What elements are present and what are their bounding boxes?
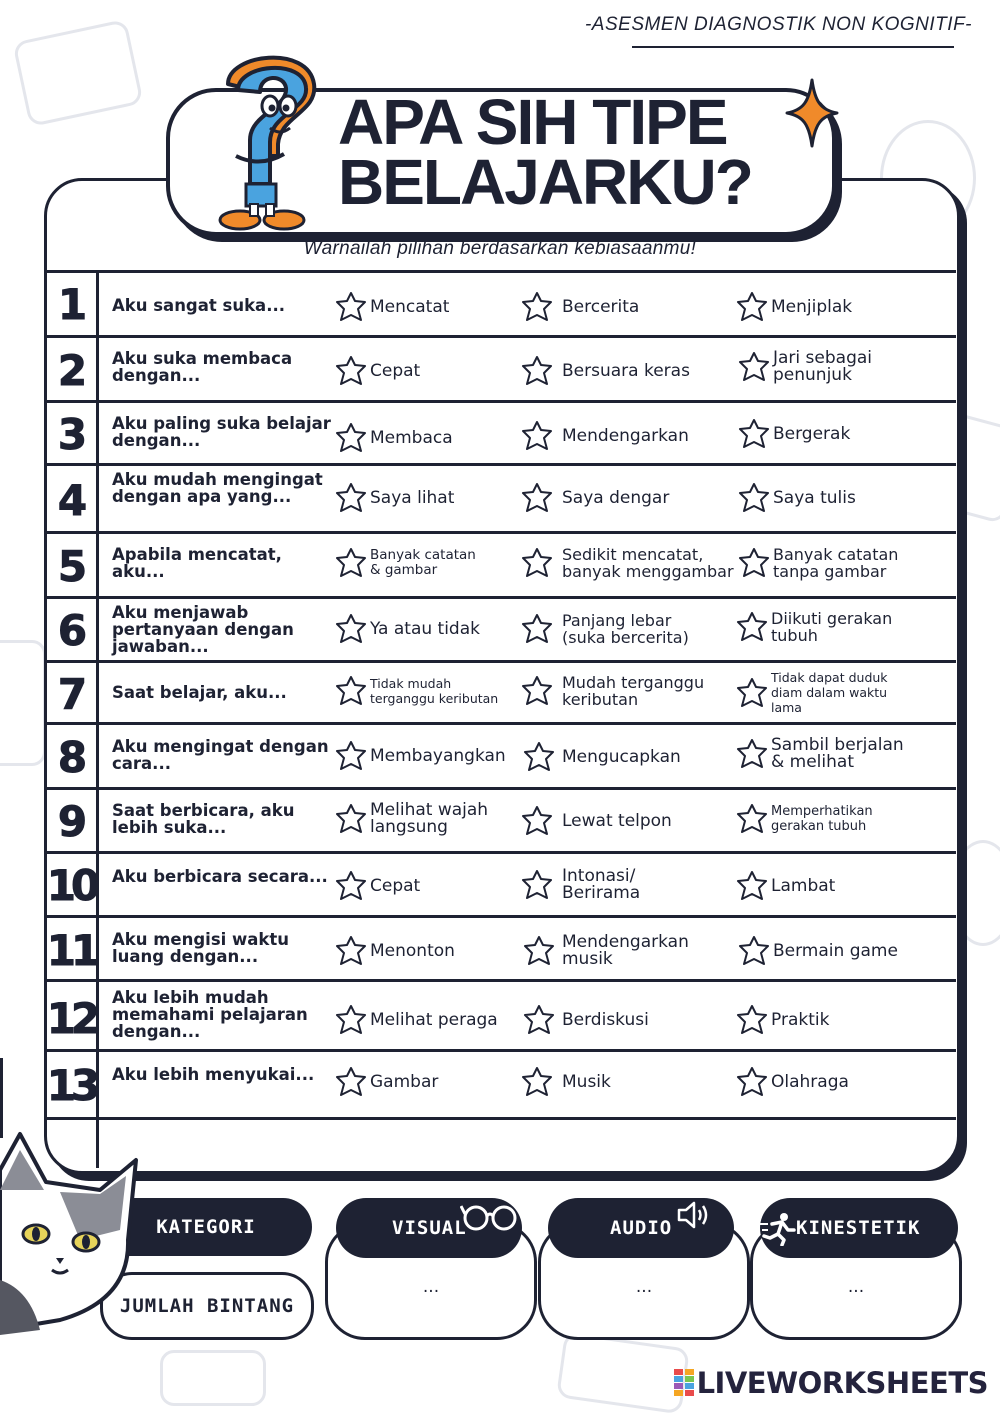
cat-illustration bbox=[0, 1130, 140, 1340]
background-doodle bbox=[556, 1332, 690, 1414]
assessment-tag: -ASESMEN DIAGNOSTIK NON KOGNITIF- bbox=[584, 14, 972, 35]
star-outline-icon[interactable] bbox=[735, 290, 769, 324]
option-star[interactable] bbox=[520, 612, 702, 646]
option-label: Bercerita bbox=[562, 296, 640, 317]
star-outline-icon[interactable] bbox=[520, 804, 554, 838]
option-star[interactable] bbox=[520, 804, 672, 838]
star-outline-icon[interactable] bbox=[520, 612, 554, 646]
option-label: Mengucapkan bbox=[562, 746, 681, 767]
question-number: 6 bbox=[57, 606, 85, 655]
question-text: Aku lebih mudah memahami pelajaran dengan... bbox=[112, 988, 308, 1041]
star-outline-icon[interactable] bbox=[522, 934, 556, 968]
row-separator bbox=[44, 915, 956, 918]
option-label: Memperhatikan gerakan tubuh bbox=[771, 804, 873, 834]
question-number: 8 bbox=[57, 733, 85, 782]
visual-category-name: VISUAL bbox=[392, 1217, 467, 1239]
option-star[interactable] bbox=[334, 1065, 438, 1099]
option-label: Jari sebagai penunjuk bbox=[773, 348, 873, 385]
kinesthetic-score-value: ... bbox=[847, 1277, 865, 1297]
star-outline-icon[interactable] bbox=[520, 546, 554, 580]
star-outline-icon[interactable] bbox=[737, 350, 771, 384]
option-label: Musik bbox=[562, 1071, 611, 1092]
star-outline-icon[interactable] bbox=[334, 739, 368, 773]
option-star[interactable] bbox=[737, 934, 898, 968]
row-separator bbox=[44, 722, 956, 725]
question-mark-mascot-icon bbox=[208, 44, 328, 234]
row-separator bbox=[44, 1049, 956, 1052]
question-text: Aku mengingat dengan cara... bbox=[112, 737, 329, 773]
option-label: Lewat telpon bbox=[562, 810, 672, 831]
row-separator bbox=[44, 463, 956, 466]
row-separator bbox=[44, 979, 956, 982]
option-label: Sambil berjalan & melihat bbox=[771, 735, 904, 772]
question-number: 1 bbox=[57, 280, 85, 329]
page-title bbox=[338, 86, 818, 218]
option-star[interactable] bbox=[735, 1003, 829, 1037]
option-label: Saya dengar bbox=[562, 487, 670, 508]
option-star[interactable] bbox=[520, 546, 737, 580]
option-star[interactable] bbox=[520, 1065, 611, 1099]
option-star[interactable] bbox=[520, 674, 722, 708]
star-outline-icon[interactable] bbox=[522, 1003, 556, 1037]
running-person-icon bbox=[760, 1212, 796, 1246]
option-star[interactable] bbox=[520, 868, 652, 902]
question-number: 5 bbox=[57, 542, 85, 591]
row-separator bbox=[44, 660, 956, 663]
star-outline-icon[interactable] bbox=[334, 546, 368, 580]
star-outline-icon[interactable] bbox=[735, 802, 769, 836]
option-label: Mendengarkan musik bbox=[562, 932, 689, 969]
cat-tail-line bbox=[0, 1058, 3, 1138]
option-label: Melihat wajah langsung bbox=[370, 800, 489, 837]
live-badge-icon bbox=[673, 1368, 695, 1398]
option-label: Olahraga bbox=[771, 1071, 849, 1092]
row-separator bbox=[44, 596, 956, 599]
row-separator bbox=[44, 335, 956, 338]
question-text: Aku berbicara secara... bbox=[112, 867, 328, 886]
row-separator bbox=[44, 531, 956, 534]
option-label: Diikuti gerakan tubuh bbox=[771, 609, 893, 645]
star-outline-icon[interactable] bbox=[520, 419, 554, 453]
option-star[interactable] bbox=[334, 421, 453, 455]
option-label: Cepat bbox=[370, 875, 421, 896]
option-star[interactable] bbox=[520, 419, 689, 453]
option-star[interactable] bbox=[735, 290, 852, 324]
option-star[interactable] bbox=[522, 1003, 649, 1037]
row-separator bbox=[44, 1117, 956, 1120]
option-star[interactable] bbox=[737, 417, 850, 451]
star-outline-icon[interactable] bbox=[334, 421, 368, 455]
star-outline-icon[interactable] bbox=[520, 1065, 554, 1099]
option-star[interactable] bbox=[334, 354, 420, 388]
option-label: Berdiskusi bbox=[562, 1009, 649, 1030]
option-star[interactable] bbox=[334, 481, 454, 515]
option-label: Lambat bbox=[771, 875, 836, 896]
question-text: Aku suka membaca dengan... bbox=[112, 349, 293, 385]
background-doodle bbox=[0, 640, 46, 766]
star-outline-icon[interactable] bbox=[735, 676, 769, 710]
option-star[interactable] bbox=[334, 739, 506, 773]
star-outline-icon[interactable] bbox=[334, 1065, 368, 1099]
option-star[interactable] bbox=[522, 740, 681, 774]
star-outline-icon[interactable] bbox=[737, 417, 771, 451]
option-label: Melihat peraga bbox=[370, 1009, 498, 1030]
question-number: 12 bbox=[46, 994, 96, 1043]
option-label: Gambar bbox=[370, 1071, 439, 1092]
option-star[interactable] bbox=[334, 869, 420, 903]
star-outline-icon[interactable] bbox=[735, 737, 769, 771]
option-star[interactable] bbox=[334, 674, 510, 708]
option-star[interactable] bbox=[735, 610, 901, 644]
visual-score-value: ... bbox=[422, 1277, 440, 1297]
question-number: 4 bbox=[57, 476, 85, 525]
question-text: Saat berbicara, aku lebih suka... bbox=[112, 801, 295, 837]
option-label: Cepat bbox=[370, 360, 421, 381]
star-outline-icon[interactable] bbox=[334, 869, 368, 903]
star-outline-icon[interactable] bbox=[520, 674, 554, 708]
star-outline-icon[interactable] bbox=[334, 612, 368, 646]
row-separator bbox=[44, 400, 956, 403]
star-outline-icon[interactable] bbox=[520, 481, 554, 515]
title-line-2: BELAJARKU? bbox=[338, 146, 752, 218]
audio-category-name: AUDIO bbox=[610, 1217, 673, 1239]
question-text: Aku mudah mengingat dengan apa yang... bbox=[112, 470, 323, 506]
star-outline-icon[interactable] bbox=[737, 546, 771, 580]
star-outline-icon[interactable] bbox=[334, 290, 368, 324]
option-star[interactable] bbox=[520, 290, 639, 324]
option-label: Sedikit mencatat, banyak menggambar bbox=[562, 545, 734, 581]
star-count-label: JUMLAH BINTANG bbox=[100, 1272, 314, 1340]
star-outline-icon[interactable] bbox=[334, 934, 368, 968]
title-line-1: APA SIH TIPE bbox=[338, 86, 727, 158]
option-star[interactable] bbox=[737, 481, 856, 515]
liveworksheets-logo[interactable] bbox=[673, 1366, 988, 1400]
question-number: 9 bbox=[57, 797, 85, 846]
option-label: Menjiplak bbox=[771, 296, 853, 317]
question-text: Aku lebih menyukai... bbox=[112, 1065, 315, 1084]
star-outline-icon[interactable] bbox=[520, 354, 554, 388]
background-doodle bbox=[160, 1350, 266, 1406]
star-outline-icon[interactable] bbox=[520, 868, 554, 902]
option-star[interactable] bbox=[735, 869, 835, 903]
question-text: Aku mengisi waktu luang dengan... bbox=[112, 930, 290, 966]
option-label: Ya atau tidak bbox=[370, 618, 480, 639]
option-label: Intonasi/ Berirama bbox=[562, 866, 641, 903]
option-label: Membaca bbox=[370, 427, 453, 448]
option-label: Tidak dapat duduk diam dalam waktu lama bbox=[771, 670, 888, 715]
star-outline-icon[interactable] bbox=[520, 290, 554, 324]
option-label: Menonton bbox=[370, 940, 455, 961]
question-text: Aku paling suka belajar dengan... bbox=[112, 414, 331, 450]
glasses-icon bbox=[460, 1200, 520, 1232]
number-column-divider bbox=[96, 272, 99, 1168]
header-underline bbox=[632, 46, 954, 48]
background-doodle bbox=[12, 19, 143, 127]
star-outline-icon[interactable] bbox=[735, 610, 769, 644]
question-number: 7 bbox=[57, 670, 85, 719]
star-outline-icon[interactable] bbox=[334, 354, 368, 388]
option-label: Mudah terganggu keributan bbox=[562, 673, 705, 709]
option-label: Saya lihat bbox=[370, 487, 455, 508]
option-star[interactable] bbox=[735, 737, 911, 771]
question-number: 13 bbox=[46, 1061, 96, 1110]
question-number: 11 bbox=[46, 926, 96, 975]
option-star[interactable] bbox=[334, 612, 480, 646]
star-outline-icon[interactable] bbox=[735, 1065, 769, 1099]
audio-score-value: ... bbox=[635, 1277, 653, 1297]
question-number: 10 bbox=[46, 861, 96, 910]
row-separator bbox=[44, 787, 956, 790]
option-label: Mencatat bbox=[370, 296, 450, 317]
option-label: Bersuara keras bbox=[562, 360, 690, 381]
option-label: Tidak mudah terganggu keributan bbox=[370, 676, 499, 706]
question-number: 3 bbox=[57, 410, 85, 459]
question-text: Apabila mencatat, aku... bbox=[112, 545, 282, 581]
option-star[interactable] bbox=[522, 934, 702, 968]
question-text: Aku menjawab pertanyaan dengan jawaban... bbox=[112, 603, 294, 656]
star-outline-icon[interactable] bbox=[334, 802, 368, 836]
brand-name: LIVEWORKSHEETS bbox=[696, 1366, 988, 1400]
option-label: Praktik bbox=[771, 1009, 830, 1030]
instruction-text: Warnailah pilihan berdasarkan kebiasaanmu! bbox=[303, 238, 697, 259]
option-label: Banyak catatan tanpa gambar bbox=[773, 545, 899, 581]
option-star[interactable] bbox=[737, 350, 903, 384]
option-star[interactable] bbox=[334, 1003, 498, 1037]
question-text: Aku sangat suka... bbox=[112, 296, 285, 315]
option-star[interactable] bbox=[520, 354, 690, 388]
star-outline-icon[interactable] bbox=[334, 674, 368, 708]
option-label: Panjang lebar (suka bercerita) bbox=[562, 611, 689, 647]
option-label: Bermain game bbox=[773, 940, 898, 961]
option-star[interactable] bbox=[735, 802, 891, 836]
star-outline-icon[interactable] bbox=[735, 869, 769, 903]
row-separator bbox=[44, 851, 956, 854]
option-label: Membayangkan bbox=[370, 745, 506, 766]
option-star[interactable] bbox=[334, 802, 500, 836]
option-star[interactable] bbox=[520, 481, 669, 515]
row-separator bbox=[44, 270, 956, 273]
star-outline-icon[interactable] bbox=[737, 481, 771, 515]
option-star[interactable] bbox=[735, 670, 901, 715]
option-label: Mendengarkan bbox=[562, 425, 689, 446]
question-number: 2 bbox=[57, 346, 85, 395]
option-star[interactable] bbox=[334, 290, 449, 324]
option-star[interactable] bbox=[737, 546, 903, 580]
star-outline-icon[interactable] bbox=[737, 934, 771, 968]
option-star[interactable] bbox=[334, 546, 490, 580]
option-label: Bergerak bbox=[773, 423, 851, 444]
kinesthetic-category-name: KINESTETIK bbox=[796, 1217, 921, 1239]
star-outline-icon[interactable] bbox=[334, 1003, 368, 1037]
star-outline-icon[interactable] bbox=[735, 1003, 769, 1037]
option-label: Banyak catatan & gambar bbox=[370, 547, 476, 578]
sparkle-icon bbox=[785, 78, 839, 148]
star-outline-icon[interactable] bbox=[334, 481, 368, 515]
option-label: Saya tulis bbox=[773, 487, 856, 508]
question-text: Saat belajar, aku... bbox=[112, 683, 287, 702]
speaker-icon bbox=[676, 1200, 712, 1230]
option-star[interactable] bbox=[334, 934, 455, 968]
star-outline-icon[interactable] bbox=[522, 740, 556, 774]
option-star[interactable] bbox=[735, 1065, 849, 1099]
category-label: KATEGORI bbox=[100, 1198, 312, 1256]
